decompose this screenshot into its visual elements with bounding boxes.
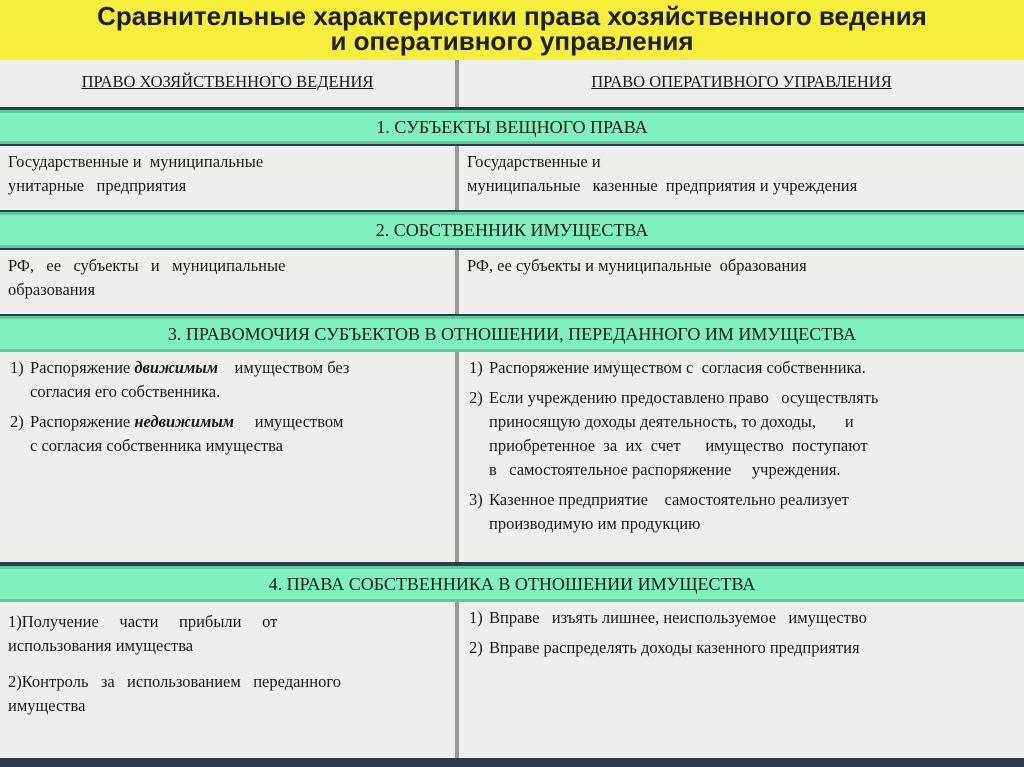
list-number: 1) <box>469 608 483 627</box>
list-number: 1) <box>469 358 483 377</box>
item-text: Вправе распределять доходы казенного предприятия <box>489 638 860 657</box>
section-1-left-line-1: Государственные и муниципальные <box>8 152 264 171</box>
section-3-right-item-3 <box>467 488 1016 536</box>
section-1-right-line-1: Государственные и <box>467 152 601 171</box>
item-text: согласия его собственника. <box>30 382 221 401</box>
section-2-right-line-1: РФ, ее субъекты и муниципальные образования <box>467 256 807 275</box>
section-4-left-cell <box>0 602 455 758</box>
list-number: 1) <box>10 358 24 377</box>
section-1-left-cell <box>0 146 455 210</box>
column-header-left <box>0 60 455 107</box>
slide-title <box>0 0 1024 60</box>
slide-title-line-2: и оперативного управления <box>330 26 694 56</box>
item-text: Вправе изъять лишнее, неиспользуемое имущество <box>489 608 867 627</box>
section-4-left-item-2 <box>8 670 447 718</box>
slide-title-line-1: Сравнительные характеристики права хозяйственного ведения <box>97 1 927 31</box>
section-1-left-line-2: унитарные предприятия <box>8 176 187 195</box>
section-3-left-item-2 <box>8 410 447 458</box>
item-text: Распоряжение <box>30 412 135 431</box>
section-3-right-item-1 <box>467 356 1016 380</box>
item-text: Если учреждению предоставлено право осуществлять <box>489 388 879 407</box>
item-text: Получение части прибыли от <box>21 612 278 631</box>
column-header-right <box>459 60 1024 107</box>
emphasis-text: недвижимым <box>134 412 235 431</box>
list-number: 1) <box>8 612 22 631</box>
section-4-right-item-1 <box>467 606 1016 630</box>
section-3-right-cell <box>459 352 1024 562</box>
section-1-right-cell <box>459 146 1024 210</box>
item-text: Распоряжение <box>30 358 135 377</box>
list-number: 2) <box>469 388 483 407</box>
section-1-right-line-2: муниципальные казенные предприятия и учреждения <box>467 176 858 195</box>
item-text: использования имущества <box>8 636 194 655</box>
column-header-left-label: ПРАВО ХОЗЯЙСТВЕННОГО ВЕДЕНИЯ <box>81 72 374 91</box>
column-header-right-label: ПРАВО ОПЕРАТИВНОГО УПРАВЛЕНИЯ <box>591 72 892 91</box>
section-4-left-item-1 <box>8 610 447 658</box>
item-text: приносящую доходы деятельность, то доходы, и <box>489 412 854 431</box>
list-number: 2) <box>8 672 22 691</box>
section-3-left-item-1 <box>8 356 447 404</box>
section-2-left-line-1: РФ, ее субъекты и муниципальные <box>8 256 286 275</box>
list-number: 2) <box>469 638 483 657</box>
emphasis-text: движимым <box>134 358 219 377</box>
section-heading-1: 1. СУБЪЕКТЫ ВЕЩНОГО ПРАВА <box>0 110 1024 144</box>
section-heading-3: 3. ПРАВОМОЧИЯ СУБЪЕКТОВ В ОТНОШЕНИИ, ПЕРЕДАННОГО ИМ ИМУЩЕСТВА <box>0 316 1024 352</box>
item-text: Распоряжение имуществом с согласия собственника. <box>489 358 866 377</box>
section-2-left-line-2: образования <box>8 280 96 299</box>
item-text: в самостоятельное распоряжение учреждения. <box>489 460 841 479</box>
list-number: 2) <box>10 412 24 431</box>
item-text: Контроль за использованием переданного <box>21 672 341 691</box>
section-3-right-item-2 <box>467 386 1016 482</box>
section-2-left-cell <box>0 250 455 314</box>
item-text: имуществом <box>234 412 344 431</box>
section-3-left-cell <box>0 352 455 562</box>
section-heading-2: 2. СОБСТВЕННИК ИМУЩЕСТВА <box>0 212 1024 248</box>
section-4-right-cell <box>459 602 1024 758</box>
section-4-right-item-2 <box>467 636 1016 660</box>
section-heading-4: 4. ПРАВА СОБСТВЕННИКА В ОТНОШЕНИИ ИМУЩЕСТВА <box>0 566 1024 602</box>
item-text: с согласия собственника имущества <box>30 436 283 455</box>
item-text: производимую им продукцию <box>489 514 701 533</box>
item-text: приобретенное за их счет имущество поступают <box>489 436 868 455</box>
list-number: 3) <box>469 490 483 509</box>
item-text: Казенное предприятие самостоятельно реализует <box>489 490 849 509</box>
section-2-right-cell <box>459 250 1024 314</box>
item-text: имущества <box>8 696 86 715</box>
item-text: имуществом без <box>218 358 350 377</box>
